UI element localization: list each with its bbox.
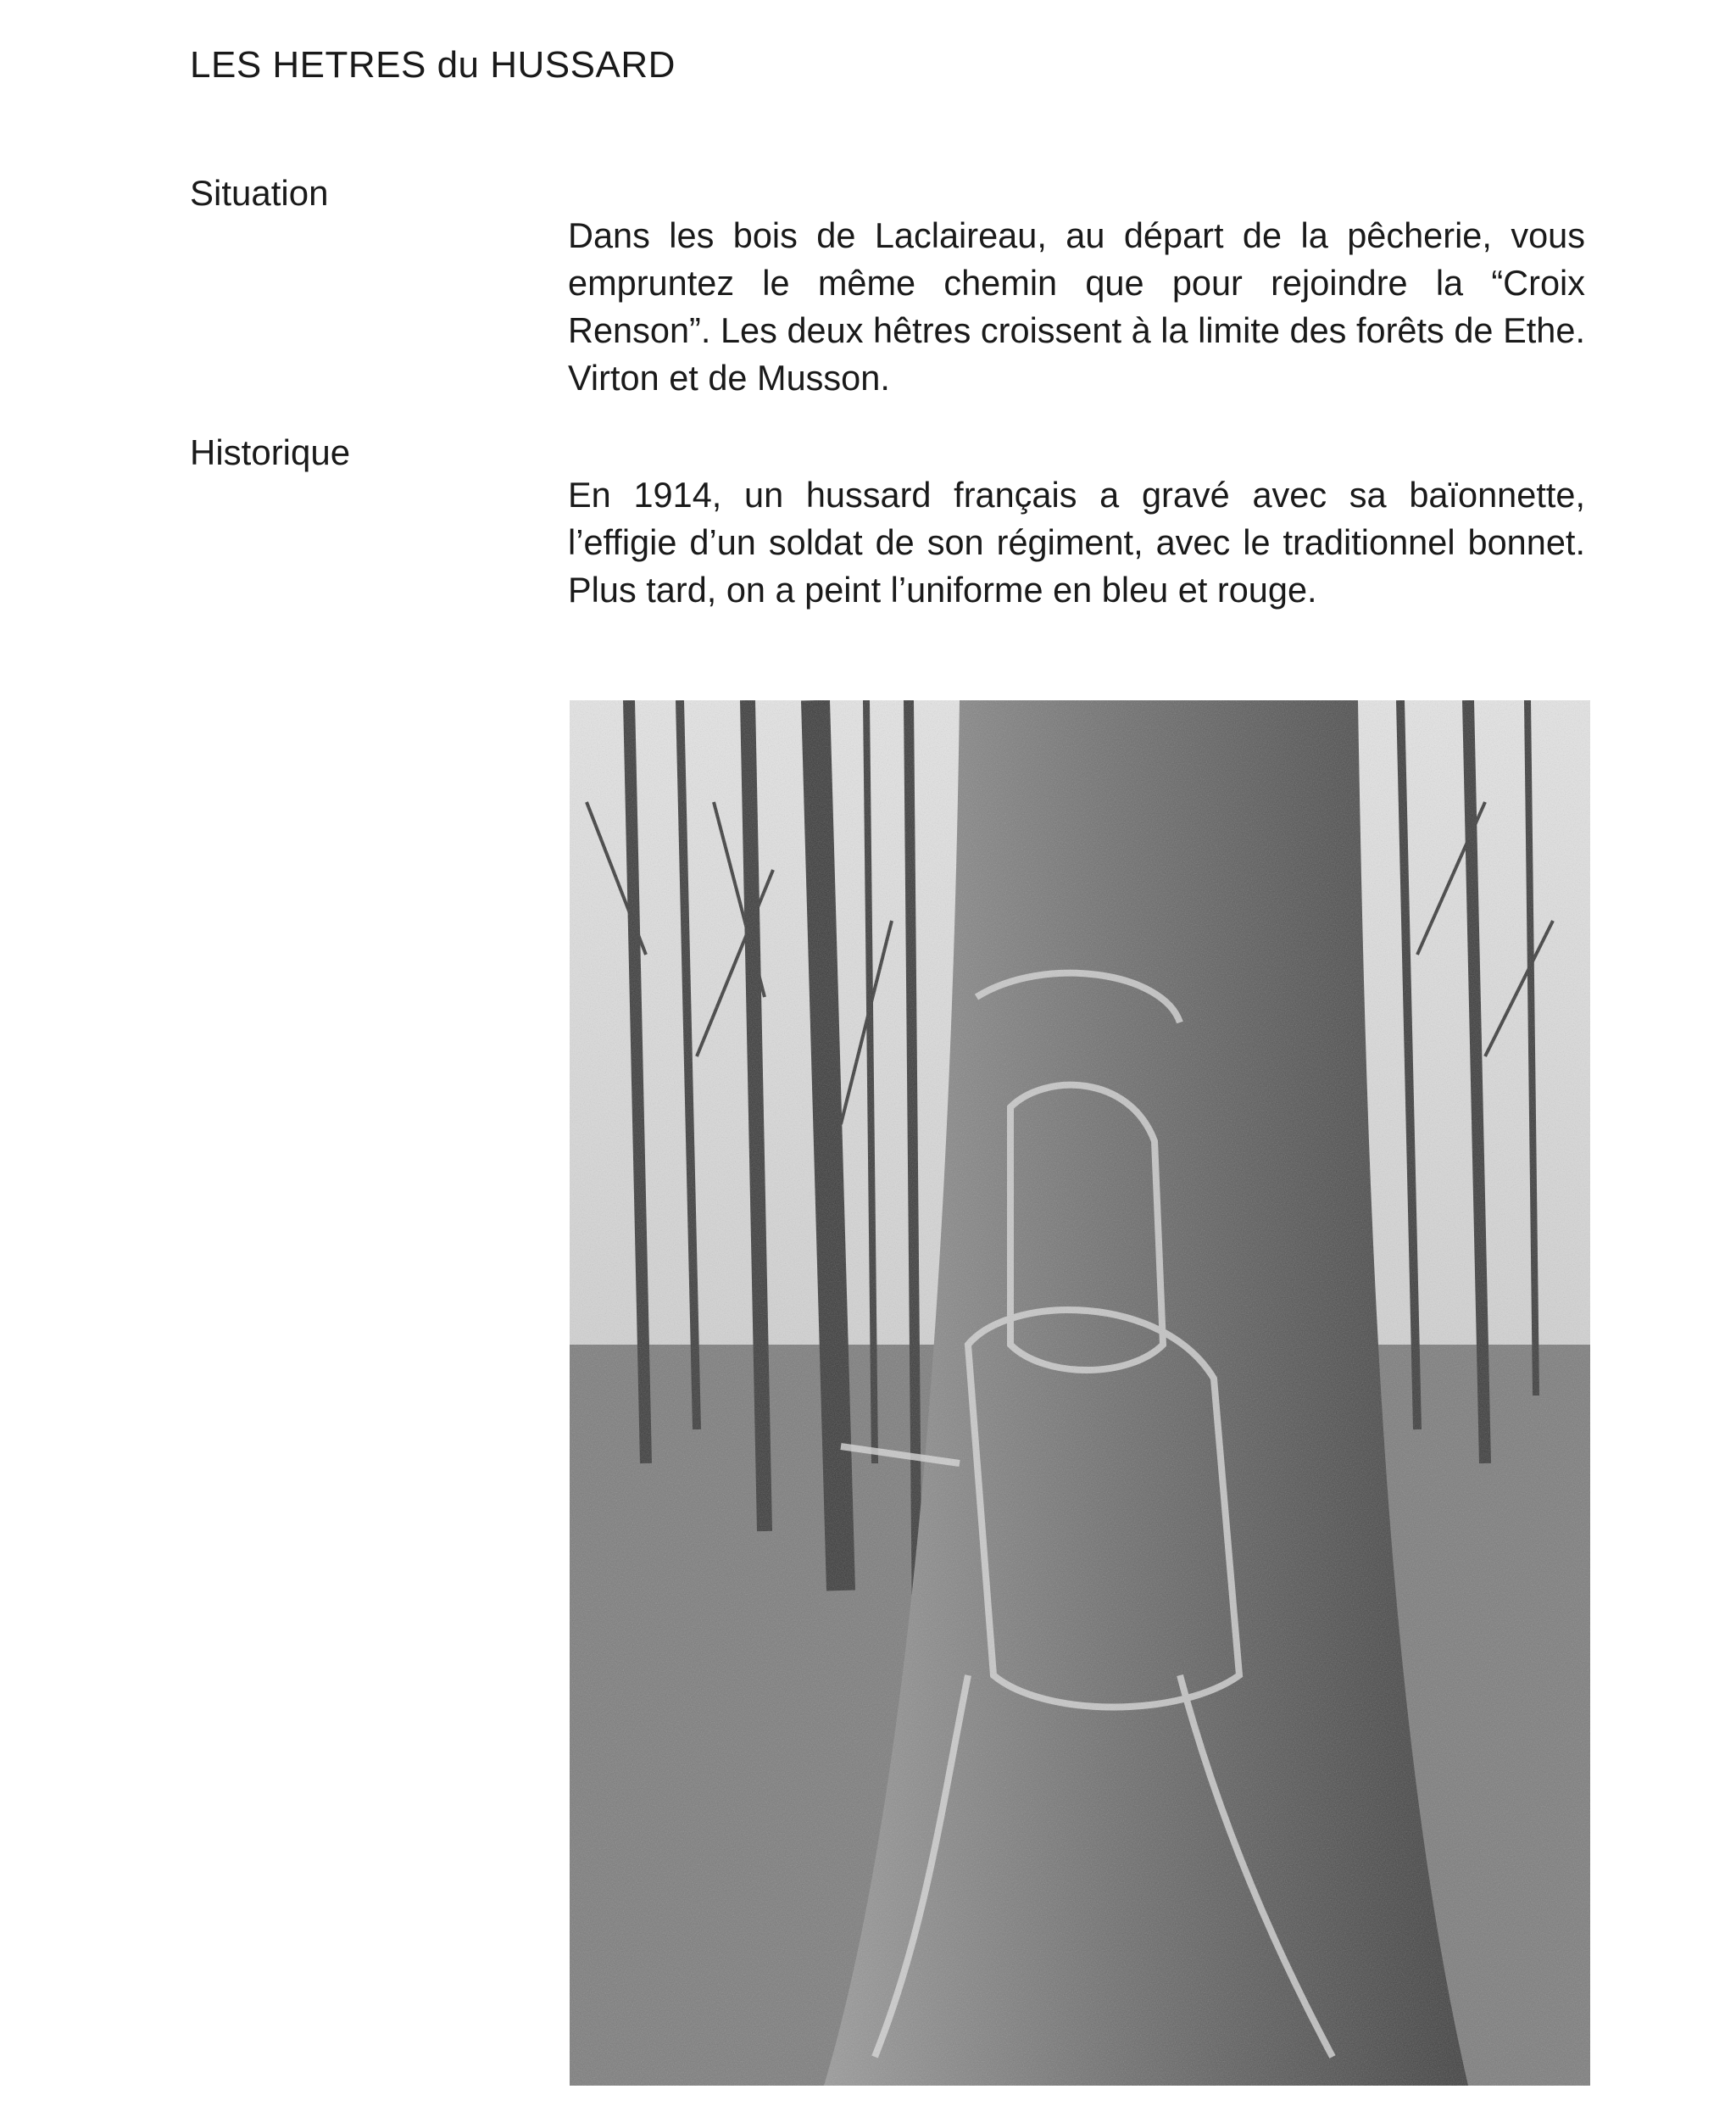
- situation-paragraph: Dans les bois de Laclaireau, au départ de la pêcherie, vous empruntez le même chemin que pour rejoindre la “Croix Renson”. Les deux hêtres croissent à la limite des forêts de Ethe. Virton et de Musson.: [568, 215, 1585, 398]
- section-label-historique: Historique: [190, 432, 351, 472]
- section-label-situation: Situation: [190, 173, 329, 213]
- beech-tree-photo: [570, 700, 1590, 2086]
- page-title: LES HETRES du HUSSARD: [190, 44, 676, 86]
- historique-paragraph: En 1914, un hussard français a gravé avec sa baïonnette, l’effigie d’un soldat de son régiment, avec le traditionnel bonnet. Plus tard, on a peint l’uniforme en bleu et rouge.: [568, 475, 1585, 610]
